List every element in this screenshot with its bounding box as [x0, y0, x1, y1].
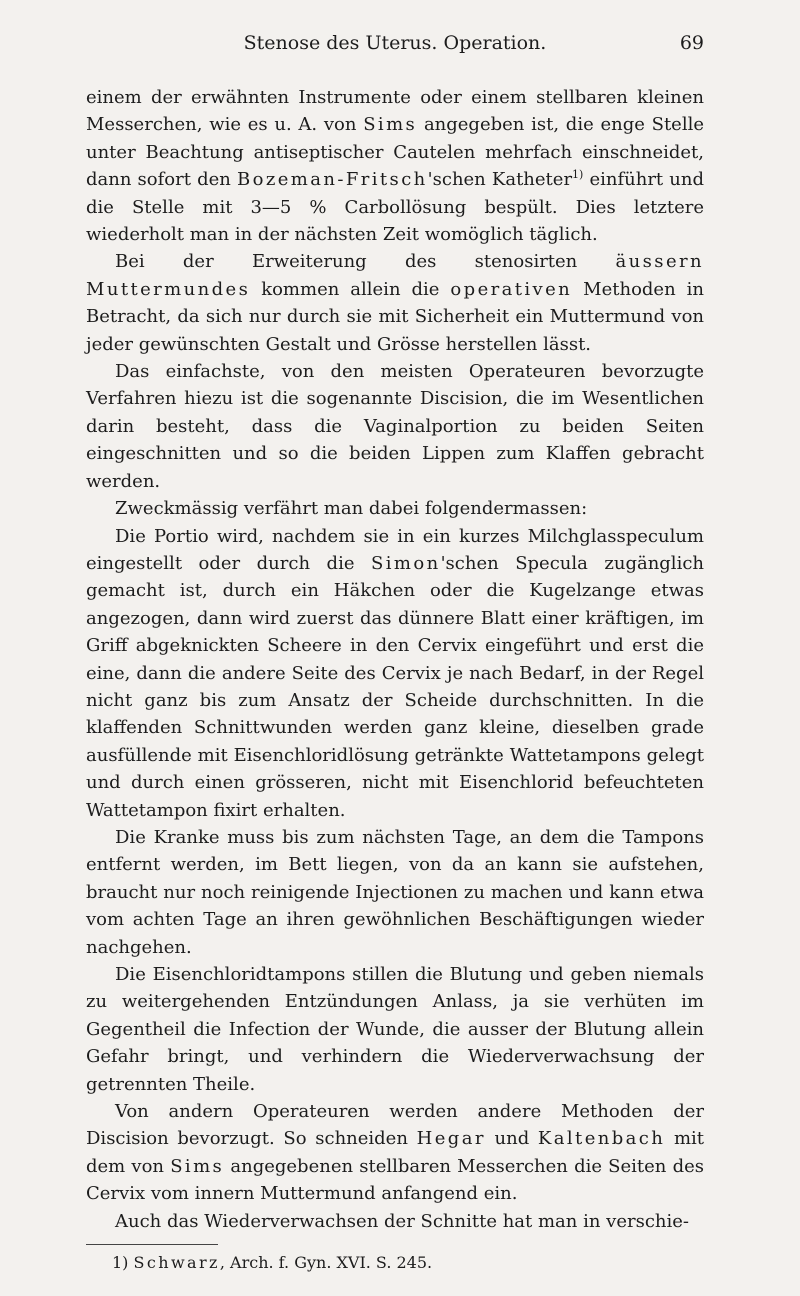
- spaced-name: Kaltenbach: [537, 1128, 666, 1150]
- text-run: Zweckmässig verfährt man dabei folgendermassen:: [115, 498, 588, 520]
- text-run: 'schen Specula zugänglich gemacht ist, durch ein Häkchen oder die Kugelzange etwas angezogen, dann wird zuerst das dünnere Blatt einer kräftigen, im Griff abgeknickten Scheere in den Cervix eingeführt und erst die eine, dann die andere Seite des Cervix je nach Bedarf, in der Regel nicht ganz bis zum Ansatz der Scheide durchschnitten. In die klaffenden Schnittwunden werden ganz kleine, dieselben grade ausfüllende mit Eisenchloridlösung getränkte Wattetampons gelegt und durch einen grösseren, nicht mit Eisenchlorid befeuchteten Wattetampon fixirt erhalten.: [86, 552, 704, 821]
- paragraph: [86, 824, 704, 961]
- spaced-name: Sims: [170, 1155, 225, 1177]
- footnote-marker: 1): [112, 1253, 129, 1272]
- paragraph: [86, 1098, 704, 1208]
- running-header: [86, 30, 704, 56]
- running-title: Stenose des Uterus. Operation.: [243, 32, 547, 54]
- paragraph: [86, 961, 704, 1098]
- footnote-rule: [86, 1244, 218, 1245]
- spaced-name: operativen: [450, 278, 573, 300]
- paragraph: [86, 358, 704, 495]
- spaced-name: Simon: [371, 552, 441, 574]
- text-run: Bei der Erweiterung des stenosirten: [115, 251, 616, 273]
- footnote-author: Schwarz: [133, 1253, 220, 1272]
- page-number: 69: [679, 32, 704, 54]
- text-run: einem der erwähnten Instrumente oder einem stellbaren kleinen Messerchen, wie es u. A. von: [86, 87, 704, 136]
- text-run: 'schen Katheter: [427, 169, 573, 191]
- text-run: angegebenen stellbaren Messerchen die Seiten des Cervix vom innern Muttermund anfangend ein.: [86, 1155, 704, 1205]
- paragraph: [86, 248, 704, 358]
- text-run: Die Portio wird, nachdem sie in ein kurzes Milchglasspeculum eingestellt oder durch die: [86, 525, 704, 574]
- text-run: Die Kranke muss bis zum nächsten Tage, an dem die Tampons entfernt werden, im Bett liegen, von da an kann sie aufstehen, braucht nur noch reinigende Injectionen zu machen und kann etwa vom achten Tage an ihren gewöhnlichen Beschäftigungen wieder nachgehen.: [86, 826, 704, 958]
- text-run: angegeben ist, die enge Stelle unter Beachtung antiseptischer Cautelen mehrfach einschneidet, dann sofort den: [86, 114, 705, 191]
- spaced-name: Hegar: [416, 1128, 486, 1150]
- text-run: einführt und die Stelle mit 3—5 % Carbollösung bespült. Dies letztere wiederholt man in der nächsten Zeit womöglich täglich.: [86, 169, 704, 246]
- paragraph: [86, 1208, 704, 1235]
- text-run: Von andern Operateuren werden andere Methoden der Discision bevorzugt. So schneiden: [86, 1101, 704, 1150]
- body-text: [86, 84, 704, 1235]
- paragraph: [86, 495, 704, 522]
- footnote: [112, 1252, 432, 1274]
- spaced-name: äussern Muttermundes: [86, 251, 704, 300]
- text-run: Auch das Wiederverwachsen der Schnitte hat man in verschie-: [115, 1210, 690, 1232]
- text-run: kommen allein die: [250, 278, 451, 300]
- text-run: und: [485, 1128, 538, 1150]
- spaced-name: Sims: [363, 114, 418, 136]
- text-run: Das einfachste, von den meisten Operateuren bevorzugte Verfahren hiezu ist die sogenannte Discision, die im Wesentlichen darin besteht, dass die Vaginalportion zu beiden Seiten eingeschnitten und so die beiden Lippen zum Klaffen gebracht werden.: [86, 361, 704, 492]
- text-run: mit dem von: [86, 1128, 705, 1177]
- spaced-name: Bozeman-Fritsch: [237, 169, 428, 191]
- paragraph: [86, 523, 704, 824]
- footnote-ref: 1): [572, 168, 584, 182]
- paragraph: [86, 84, 704, 248]
- footnote-text: , Arch. f. Gyn. XVI. S. 245.: [219, 1253, 433, 1272]
- text-run: Die Eisenchloridtampons stillen die Blutung und geben niemals zu weitergehenden Entzündungen Anlass, ja sie verhüten im Gegentheil die Infection der Wunde, die ausser der Blutung allein Gefahr bringt, und verhindern die Wiederverwachsung der getrennten Theile.: [86, 964, 704, 1095]
- text-run: Methoden in Betracht, da sich nur durch sie mit Sicherheit ein Muttermund von jeder gewünschten Gestalt und Grösse herstellen lässt.: [86, 278, 704, 355]
